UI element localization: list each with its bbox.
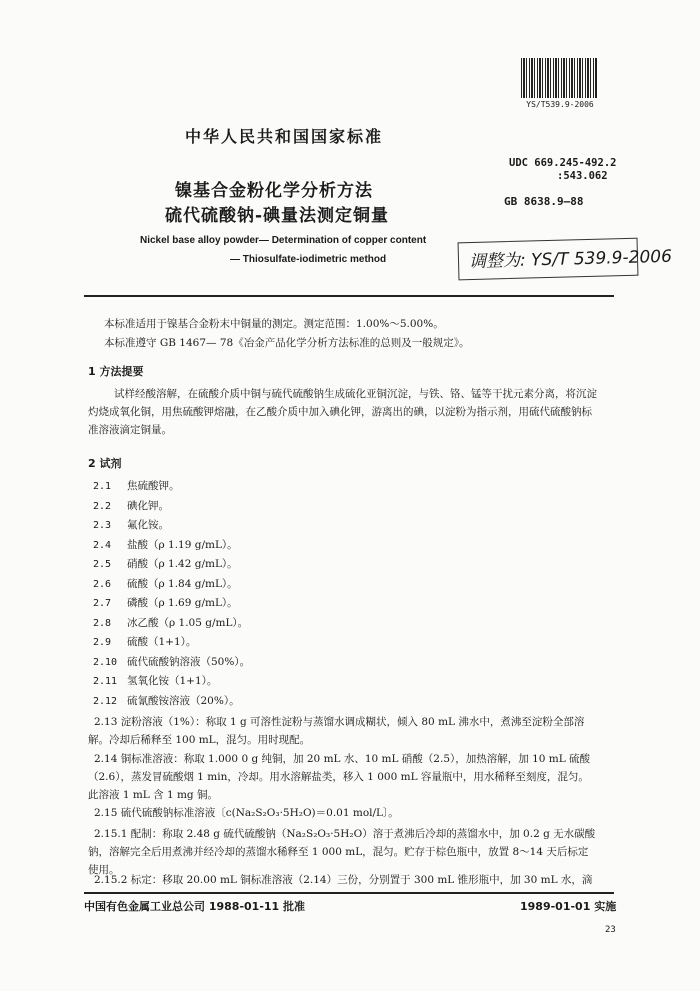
barcode-label: YS/T539.9-2006 [526,100,594,109]
list-item: 2.9 硫酸（1+1）。 [93,636,197,648]
reagent-2-15-2: 2.15.2 标定：移取 20.00 mL 铜标准溶液（2.14）三份，分别置于 300 mL 锥形瓶中，加 30 mL 水，滴 [94,874,593,886]
intro-compliance: 本标准遵守 GB 1467— 78《冶金产品化学分析方法标准的总则及一般规定》。 [104,337,470,349]
list-item: 2.12 硫氰酸铵溶液（20%）。 [93,694,240,707]
footer-rule [84,892,614,894]
implementation-date: 1989-01-01 实施 [520,900,617,913]
udc-code-line-1: UDC 669.245-492.2 [509,157,617,169]
section-1-heading: 1 方法提要 [88,365,144,378]
reagent-2-15-1: 2.15.1 配制：称取 2.48 g 硫代硫酸钠（Na₂S₂O₃·5H₂O）溶于煮沸后冷却的蒸馏水中，加 0.2 g 无水碳酸钠，溶解完全后用煮沸并经冷却的蒸馏水稀释至 1 000 mL，混匀。贮存于棕色瓶中，放置 8～14 天后标定使用。 [88,828,596,876]
barcode [521,58,597,98]
list-item: 2.5 硝酸（ρ 1.42 g/mL）。 [93,558,238,570]
approval-line: 中国有色金属工业总公司 1988-01-11 批准 [84,900,306,913]
title-cn-line-1: 镍基合金粉化学分析方法 [175,181,373,201]
reagent-2-13: 2.13 淀粉溶液（1%）：称取 1 g 可溶性淀粉与蒸馏水调成糊状，倾入 80 mL 沸水中，煮沸至淀粉全部溶解。冷却后稀释至 100 mL，混匀。用时现配。 [88,716,585,746]
list-item: 2.6 硫酸（ρ 1.84 g/mL）。 [93,577,238,590]
list-item: 2.10 硫代硫酸钠溶液（50%）。 [93,655,251,668]
list-item: 2.7 磷酸（ρ 1.69 g/mL）。 [93,597,238,609]
list-item: 2.8 冰乙酸（ρ 1.05 g/mL）。 [93,616,249,629]
title-en-line-1: Nickel base alloy powder— Determination of copper content [140,235,427,246]
revision-stamp: 调整为: YS/T 539.9-2006 [458,238,639,281]
page-number: 23 [605,925,616,935]
reagent-list [93,478,250,712]
udc-code-line-2: :543.062 [557,170,608,182]
title-cn-line-2: 硫代硫酸钠-碘量法测定铜量 [165,206,390,226]
title-en-line-2: — Thiosulfate-iodimetric method [230,254,387,265]
list-item: 2.2 碘化钾。 [93,499,169,512]
list-item: 2.1 焦硫酸钾。 [93,480,180,492]
header-rule [84,295,614,297]
intro-scope: 本标准适用于镍基合金粉末中铜量的测定。测定范围：1.00%～5.00%。 [104,318,444,330]
reagent-2-15: 2.15 硫代硫酸钠标准溶液〔c(Na₂S₂O₃·5H₂O)＝0.01 mol/L〕。 [94,807,399,819]
gb-code: GB 8638.9—88 [504,195,584,208]
national-standard-heading: 中华人民共和国国家标准 [185,127,384,146]
reagent-2-14: 2.14 铜标准溶液：称取 1.000 0 g 纯铜，加 20 mL 水、10 mL 硝酸（2.5），加热溶解，加 10 mL 硫酸（2.6），蒸发冒硫酸烟 1 min，冷却。用水溶解盐类，移入 1 000 mL 容量瓶中，用水稀释至刻度，混匀。此溶液 1 mL 含 1 mg 铜。 [88,753,591,801]
list-item: 2.11 氢氧化铵（1+1）。 [93,675,218,687]
list-item: 2.3 氟化铵。 [93,519,169,531]
section-2-heading: 2 试剂 [88,457,122,470]
list-item: 2.4 盐酸（ρ 1.19 g/mL）。 [93,538,238,551]
method-summary: 试样经酸溶解，在硫酸介质中铜与硫代硫酸钠生成硫化亚铜沉淀，与铁、铬、锰等干扰元素分离，将沉淀灼烧成氧化铜，用焦硫酸钾熔融，在乙酸介质中加入碘化钾，游离出的碘，以淀粉为指示剂，用硫代硫酸钠标准溶液滴定铜量。 [88,388,597,436]
